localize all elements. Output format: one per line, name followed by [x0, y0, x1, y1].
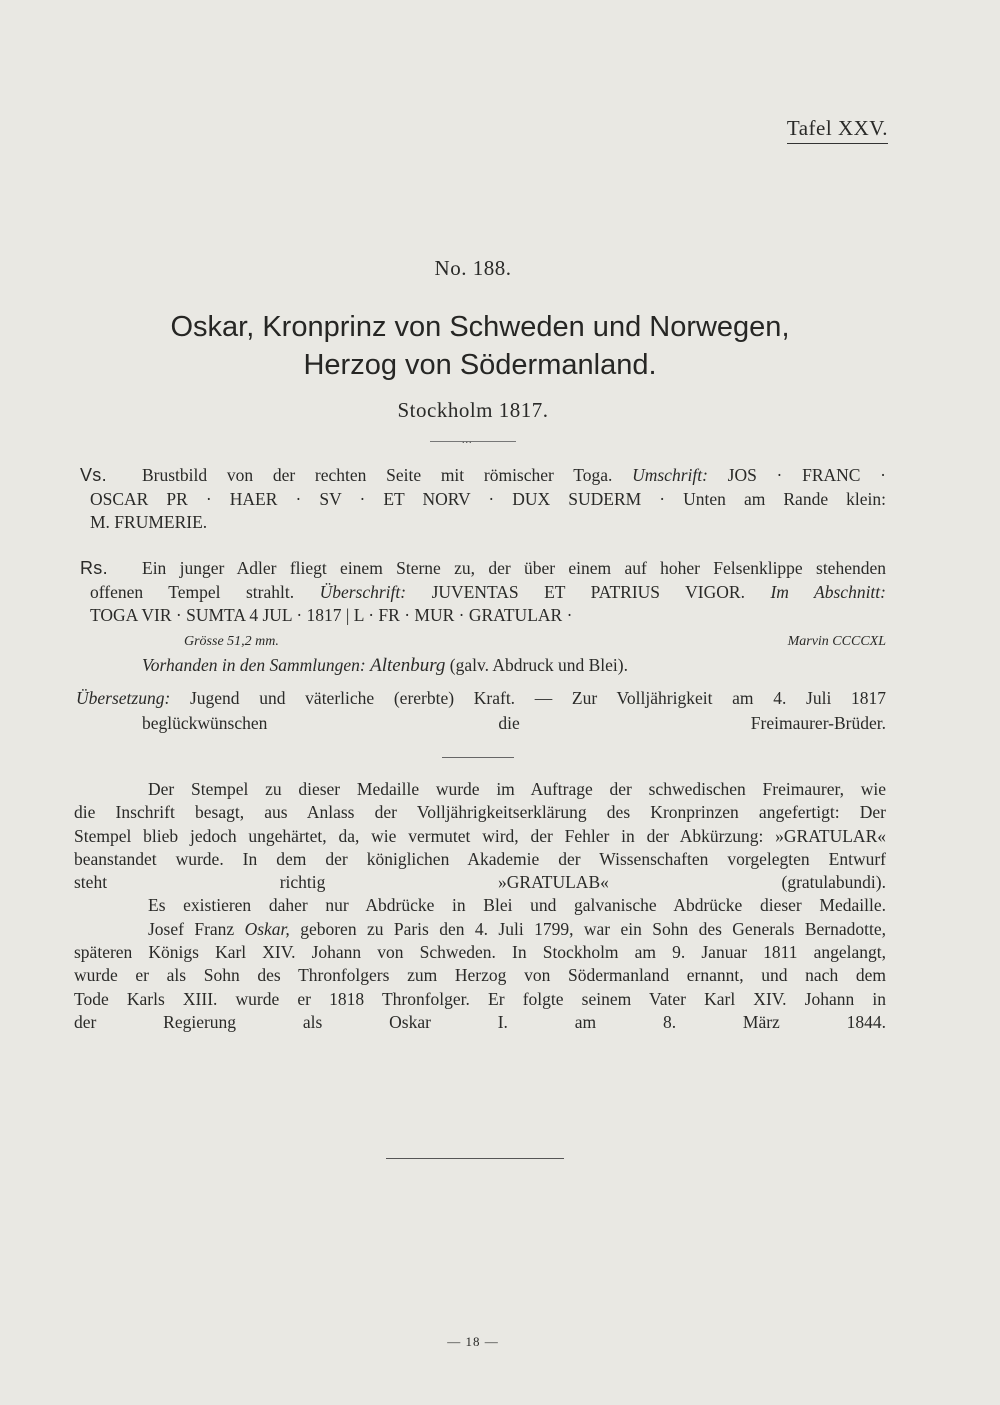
paragraph-2: Es existieren daher nur Abdrücke in Blei und galvanische Abdrücke dieser Medaille. — [148, 895, 886, 916]
entry-number: No. 188. — [434, 256, 512, 280]
end-divider — [386, 1158, 564, 1159]
obverse-line-1: Brustbild von der rechten Seite mit römischer Toga. Umschrift: JOS · FRANC · — [142, 465, 886, 485]
obverse-line-3: M. FRUMERIE. — [90, 512, 208, 532]
obverse-line-2: OSCAR PR · HAER · SV · ET NORV · DUX SUDERM · Unten am Rande klein: — [90, 488, 886, 509]
commentary — [74, 778, 886, 1034]
reverse-line-3: TOGA VIR · SUMTA 4 JUL · 1817 | L · FR · MUR · GRATULAR · — [90, 605, 573, 625]
ornament-divider — [430, 435, 516, 446]
place-date: Stockholm 1817. — [397, 398, 549, 422]
translation — [76, 686, 886, 736]
collections-note: Vorhanden in den Sammlungen: Altenburg (galv. Abdruck und Blei). — [142, 655, 629, 676]
catalog-reference: Marvin CCCCXL — [787, 634, 886, 649]
section-divider — [442, 757, 514, 758]
reverse-label: Rs. — [80, 558, 108, 578]
reverse-line-1: Ein junger Adler fliegt einem Sterne zu, der über einem auf hoher Felsenklippe stehenden — [142, 558, 886, 578]
translation-label: Übersetzung: — [76, 688, 171, 708]
translation-line-1: Übersetzung: Jugend und väterliche (ererbte) Kraft. — Zur Volljährigkeit am 4. Juli 1817 — [76, 688, 886, 708]
title-line-1: Oskar, Kronprinz von Schweden und Norwegen, — [170, 311, 790, 343]
medal-size: Grösse 51,2 mm. — [184, 634, 279, 649]
paragraph-3: Josef Franz Oskar, geboren zu Paris den 4. Juli 1799, war ein Sohn des Generals Bernadotte, späteren Königs Karl XIV. Johann von Schweden. In Stockholm am 9. Januar 1811 angelangt, wurde er als Sohn des Thronfolgers zum Herzog von Södermanland ernannt, und nach dem Tode Karls XIII. wurde er 1818 Thronfolger. Er folgte seinem Vater Karl XIV. Johann in der Regierung als Oskar I. am 8. März 1844. — [74, 918, 887, 1032]
ornament-dots: ... — [462, 435, 473, 446]
title-line-2: Herzog von Södermanland. — [303, 349, 657, 381]
translation-line-2: beglückwünschen die Freimaurer-Brüder. — [142, 713, 886, 733]
entry-title — [0, 308, 960, 384]
reverse-line-2: offenen Tempel strahlt. Überschrift: JUVENTAS ET PATRIUS VIGOR. Im Abschnitt: — [90, 581, 886, 602]
paragraph-1: Der Stempel zu dieser Medaille wurde im Auftrage der schwedischen Freimaurer, wie die Inschrift besagt, aus Anlass der Volljährigkeitserklärung des Kronprinzen angefertigt: Der Stempel blieb jedoch ungehärtet, da, wie vermutet wird, der Fehler in der Abkürzung: »GRATULAR« beanstandet wurde. In dem der königlichen Akademie der Wissenschaften vorgelegten Entwurf steht richtig »GRATULAB« (gratulabundi). — [74, 779, 886, 893]
obverse-label: Vs. — [80, 465, 107, 485]
reverse-description — [80, 557, 886, 628]
plate-number: Tafel XXV. — [787, 116, 888, 144]
obverse-description — [80, 464, 886, 535]
page-number: — 18 — — [447, 1334, 499, 1349]
